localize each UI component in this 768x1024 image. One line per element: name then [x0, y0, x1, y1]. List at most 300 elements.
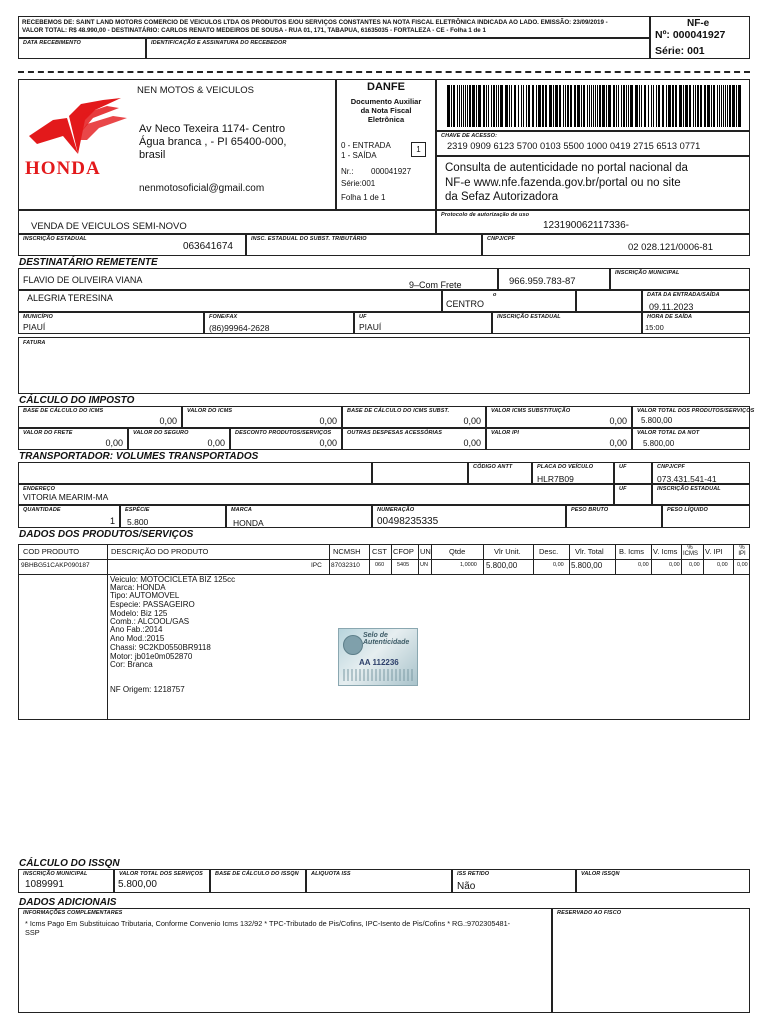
barcode-bar — [672, 85, 674, 127]
outras-value: 0,00 — [463, 438, 481, 448]
barcode-bar — [518, 85, 519, 127]
barcode-bar — [683, 85, 684, 127]
info-line-1: * Icms Pago Em Substituicao Tributaria, Conforme Convenio Icms 132/92 * TPC-Tributado de Pis/Cofins, IPC-Isento de Pis/Cofins * RG.:9702305481- — [25, 919, 511, 928]
col-vipi: V. IPI — [705, 547, 723, 556]
issqn-im-box — [18, 869, 114, 893]
barcode-bar — [532, 85, 534, 127]
dest-ie-box — [492, 312, 642, 334]
barcode-bar — [653, 85, 654, 127]
issqn-bc-label: BASE DE CÁLCULO DO ISSQN — [215, 871, 299, 877]
detail-line: Ano Mod.:2015 — [110, 634, 165, 643]
danfe-subtitle-1: Documento Auxiliar — [350, 97, 422, 106]
dest-fone-box — [204, 312, 354, 334]
barcode-bar — [451, 85, 452, 127]
detail-line: Marca: HONDA — [110, 583, 166, 592]
dest-data-label: DATA DA ENTRADA/SAÍDA — [647, 292, 720, 298]
barcode-bar — [623, 85, 625, 127]
ie-box — [18, 234, 246, 256]
detail-line: Ano Fab.:2014 — [110, 625, 163, 634]
ie-label: INSCRIÇÃO ESTADUAL — [23, 236, 87, 242]
barcode-bar — [469, 85, 471, 127]
detail-line: Cor: Branca — [110, 660, 153, 669]
barcode-bar — [595, 85, 596, 127]
dest-im-box — [610, 268, 750, 290]
valor-st-box — [486, 406, 632, 428]
danfe-nr: 000041927 — [371, 167, 412, 176]
col-aliq-icms: % ICMS — [683, 545, 698, 557]
barcode-bar — [461, 85, 462, 127]
cut-line — [18, 71, 750, 73]
bc-icms-label: BASE DE CÁLCULO DO ICMS — [23, 408, 104, 414]
barcode-bar — [453, 85, 455, 127]
valor-st-value: 0,00 — [609, 416, 627, 426]
assinatura-field[interactable] — [146, 38, 650, 59]
bc-icms-value: 0,00 — [159, 416, 177, 426]
imposto-section-title: CÁLCULO DO IMPOSTO — [19, 395, 135, 406]
transp-marca-label: MARCA — [231, 507, 252, 513]
stamp-code: AA 112236 — [359, 658, 399, 667]
transp-numeracao: 00498235335 — [377, 516, 439, 527]
barcode-bar — [447, 85, 450, 127]
bc-st-box — [342, 406, 486, 428]
barcode-bar — [621, 85, 622, 127]
dest-cep-box — [576, 290, 642, 312]
canhoto-text-1: RECEBEMOS DE: SAINT LAND MOTORS COMERCIO DE VEICULOS LTDA OS PRODUTOS E/OU SERVIÇOS CONSTANTES NA NOTA FISCAL ELETRÔNICA INDICADA AO LADO. EMISSÃO: 23/09/2019 - — [22, 19, 608, 26]
barcode-bar — [626, 85, 627, 127]
chave-label: CHAVE DE ACESSO: — [441, 133, 497, 139]
detail-line: NF Origem: 1218757 — [110, 685, 185, 694]
barcode-bar — [483, 85, 485, 127]
barcode-bar — [695, 85, 696, 127]
transp-qtd: 1 — [109, 516, 115, 526]
issqn-valor-box — [576, 869, 750, 893]
bc-st-value: 0,00 — [463, 416, 481, 426]
dest-frete: 9–Com Frete — [409, 280, 462, 290]
consulta-line-3: da Sefaz Autorizadora — [445, 191, 559, 203]
barcode-bar — [723, 85, 724, 127]
chave-box — [436, 131, 750, 156]
barcode-bar — [563, 85, 564, 127]
barcode-bar — [700, 85, 702, 127]
issqn-servicos: 5.800,00 — [118, 879, 157, 890]
transp-endereco: VITORIA MEARIM-MA — [23, 492, 109, 502]
protocolo-box — [436, 210, 750, 234]
cnpj-label: CNPJ/CPF — [487, 236, 515, 242]
barcode-bar — [736, 85, 737, 127]
data-recebimento-field[interactable] — [18, 38, 146, 59]
emitente-address-1: Av Neco Texeira 1174- Centro — [139, 123, 286, 135]
row-un: UN — [420, 562, 428, 568]
row-aliq-icms: 0,00 — [689, 562, 700, 568]
transp-uf2-label: UF — [619, 486, 627, 492]
table-row — [19, 559, 749, 575]
barcode-bar — [545, 85, 547, 127]
danfe-saida: 1 - SAÍDA — [341, 151, 377, 160]
consulta-line-2: NF-e www.nfe.fazenda.gov.br/portal ou no site — [445, 177, 681, 189]
barcode-bar — [553, 85, 554, 127]
barcode-bar — [538, 85, 541, 127]
ipi-value: 0,00 — [609, 438, 627, 448]
row-aliq-ipi: 0,00 — [737, 562, 748, 568]
emitente-email: nenmotosoficial@gmail.com — [139, 183, 265, 194]
valor-st-label: VALOR ICMS SUBSTITUIÇÃO — [491, 408, 571, 414]
cnpj-box — [482, 234, 750, 256]
barcode-bar — [514, 85, 516, 127]
barcode-bar — [542, 85, 544, 127]
transp-frete-box — [372, 462, 468, 484]
honda-logo-text: HONDA — [25, 158, 101, 178]
barcode-bar — [472, 85, 475, 127]
barcode-bar — [721, 85, 722, 127]
barcode-bar — [511, 85, 512, 127]
barcode-bar — [606, 85, 607, 127]
transp-cnpj-box — [652, 462, 750, 484]
protocolo-label: Protocolo de autorização de uso — [441, 212, 530, 218]
bc-st-label: BASE DE CÁLCULO DO ICMS SUBST. — [347, 408, 450, 414]
emitente-address-3: brasil — [139, 149, 166, 161]
col-desc: DESCRIÇÃO DO PRODUTO — [111, 547, 209, 556]
transp-especie-box — [120, 505, 226, 528]
barcode-bar — [463, 85, 464, 127]
barcode-bar — [509, 85, 510, 127]
barcode-bar — [658, 85, 660, 127]
ipi-label: VALOR IPI — [491, 430, 519, 436]
transp-endereco-box — [18, 484, 614, 505]
dest-uf-box — [354, 312, 492, 334]
transp-placa: HLR7B09 — [537, 474, 574, 484]
nfe-numero: Nº: 000041927 — [655, 29, 726, 41]
col-aliq-ipi: % IPI — [738, 545, 746, 557]
valor-icms-label: VALOR DO ICMS — [187, 408, 233, 414]
natureza-box — [18, 210, 436, 234]
dest-municipio: PIAUÍ — [23, 322, 46, 332]
col-cfop: CFOP — [393, 547, 414, 556]
consulta-box — [436, 156, 750, 210]
danfe-subtitle-3: Eletrônica — [367, 115, 405, 124]
seguro-label: VALOR DO SEGURO — [133, 430, 189, 436]
dest-hora-label: HORA DE SAÍDA — [647, 314, 693, 320]
barcode-bar — [467, 85, 468, 127]
barcode-bar — [719, 85, 720, 127]
transp-numeracao-label: NUMERAÇÃO — [377, 507, 415, 513]
issqn-servicos-box — [114, 869, 210, 893]
transp-uf-label: UF — [619, 464, 627, 470]
barcode-bar — [528, 85, 530, 127]
assinatura-label: IDENTIFICAÇÃO E ASSINATURA DO RECEBEDOR — [151, 40, 287, 46]
col-divider — [107, 574, 108, 720]
col-vtotal: Vlr. Total — [575, 547, 604, 556]
barcode-bar — [599, 85, 601, 127]
danfe-subtitle-2: da Nota Fiscal — [360, 106, 412, 115]
row-cod: 9BHBG51CAKP090187 — [21, 562, 90, 569]
dest-im-label: INSCRIÇÃO MUNICIPAL — [615, 270, 680, 276]
fisco-box — [552, 908, 750, 1013]
row-bicms: 0,00 — [638, 562, 649, 568]
canhoto-text-2: VALOR TOTAL: R$ 48.990,00 - DESTINATÁRIO: CARLOS RENATO MEDEIROS DE SOUSA - RUA 01, 171, TABAPUA, 61635035 - FORTALEZA - CE - Folha 1 de 1 — [22, 27, 486, 34]
barcode-bar — [570, 85, 572, 127]
issqn-bc-box — [210, 869, 306, 893]
valor-nota-box — [632, 428, 750, 450]
transp-endereco-label: ENDEREÇO — [23, 486, 55, 492]
row-ncm: 87032310 — [331, 562, 360, 569]
stamp-emblem-icon — [343, 635, 363, 655]
row-ipc: IPC — [311, 562, 322, 569]
detail-line: Veiculo: MOTOCICLETA BIZ 125cc — [110, 575, 236, 584]
issqn-aliquota-box — [306, 869, 452, 893]
dest-uf: PIAUÍ — [359, 322, 382, 332]
emitente-box — [18, 79, 336, 210]
dest-data: 09.11.2023 — [649, 302, 694, 312]
fatura-box — [18, 337, 750, 394]
transp-ie-label: INSCRIÇÃO ESTADUAL — [657, 486, 721, 492]
barcode-bar — [498, 85, 499, 127]
barcode-bar — [666, 85, 667, 127]
col-bicms: B. Icms — [619, 547, 645, 556]
barcode-bar — [486, 85, 487, 127]
barcode-bar — [635, 85, 638, 127]
seguro-box — [128, 428, 230, 450]
transp-antt-box — [468, 462, 532, 484]
frete-box — [18, 428, 128, 450]
barcode-bar — [488, 85, 489, 127]
desconto-label: DESCONTO PRODUTOS/SERVIÇOS — [235, 430, 332, 436]
issqn-im-label: INSCRIÇÃO MUNICIPAL — [23, 871, 88, 877]
barcode-bar — [613, 85, 615, 127]
barcode-bar — [707, 85, 710, 127]
barcode-bar — [581, 85, 582, 127]
issqn-retido-label: ISS RETIDO — [457, 871, 490, 877]
emitente-address-2: Água branca , - PI 65400-000, — [139, 136, 287, 148]
barcode-bar — [526, 85, 527, 127]
valor-icms-box — [182, 406, 342, 428]
danfe-folha: Folha 1 de 1 — [341, 193, 386, 202]
transp-ie-box — [652, 484, 750, 505]
detail-line: Especie: PASSAGEIRO — [110, 600, 195, 609]
fatura-label: FATURA — [23, 340, 46, 346]
data-recebimento-label: DATA RECEBIMENTO — [23, 40, 81, 46]
nfe-serie: Série: 001 — [655, 45, 705, 57]
dest-municipio-box — [18, 312, 204, 334]
fisco-label: RESERVADO AO FISCO — [557, 910, 622, 916]
barcode-bar — [555, 85, 558, 127]
adicionais-section-title: DADOS ADICIONAIS — [19, 897, 117, 908]
barcode-bar — [644, 85, 646, 127]
nfe-label: NF-e — [687, 18, 710, 29]
row-qtde: 1,0000 — [460, 562, 477, 568]
detail-line: Tipo: AUTOMOVEL — [110, 591, 180, 600]
issqn-valor-label: VALOR ISSQN — [581, 871, 620, 877]
barcode-bar — [574, 85, 576, 127]
detail-line: Comb.: ALCOOL/GAS — [110, 617, 190, 626]
barcode-image — [447, 85, 741, 127]
outras-box — [342, 428, 486, 450]
dest-ie-label: INSCRIÇÃO ESTADUAL — [497, 314, 561, 320]
danfe-title: DANFE — [367, 81, 405, 93]
dest-hora: 15:00 — [645, 323, 664, 332]
barcode-bar — [457, 85, 458, 127]
valor-nota-label: VALOR TOTAL DA NOT — [637, 430, 700, 436]
barcode-bar — [725, 85, 726, 127]
desconto-value: 0,00 — [319, 438, 337, 448]
barcode-bar — [565, 85, 566, 127]
valor-produtos-label: VALOR TOTAL DOS PRODUTOS/SERVIÇOS — [637, 408, 755, 414]
canhoto-box — [18, 16, 650, 38]
issqn-retido-box — [452, 869, 576, 893]
row-desc: 0,00 — [553, 562, 564, 568]
issqn-im: 1089991 — [25, 879, 64, 890]
barcode-bar — [567, 85, 569, 127]
transp-especie: 5.800 — [127, 517, 149, 527]
row-cfop: 5405 — [397, 562, 410, 568]
barcode-bar — [577, 85, 580, 127]
barcode-bar — [593, 85, 594, 127]
issqn-section-title: CÁLCULO DO ISSQN — [19, 858, 120, 869]
produtos-section-title: DADOS DOS PRODUTOS/SERVIÇOS — [19, 529, 194, 540]
barcode-bar — [608, 85, 611, 127]
ie-st-box — [246, 234, 482, 256]
row-vicms: 0,00 — [669, 562, 680, 568]
barcode-bar — [523, 85, 524, 127]
barcode-bar — [465, 85, 466, 127]
col-ncm: NCMSH — [333, 547, 361, 556]
row-vunit: 5.800,00 — [486, 561, 518, 570]
outras-label: OUTRAS DESPESAS ACESSÓRIAS — [347, 430, 442, 436]
frete-value: 0,00 — [105, 438, 123, 448]
chave-value: 2319 0909 6123 5700 0103 5500 1000 0419 2715 6513 0771 — [447, 141, 701, 151]
barcode-bar — [536, 85, 537, 127]
danfe-entrada: 0 - ENTRADA — [341, 141, 391, 150]
detail-line: Chassi: 9C2KD0550BR9118 — [110, 643, 211, 652]
barcode-bar — [500, 85, 503, 127]
issqn-aliquota-label: ALIQUOTA ISS — [311, 871, 351, 877]
col-qtde: Qtde — [449, 547, 466, 556]
barcode-bar — [641, 85, 642, 127]
produtos-header-row — [19, 545, 749, 560]
cnpj-value: 02 028.121/0006-81 — [627, 242, 713, 253]
barcode-bar — [587, 85, 588, 127]
row-cst: 060 — [375, 562, 385, 568]
detail-line: Motor: jb01e0m052870 — [110, 652, 193, 661]
info-line-2: SSP — [25, 928, 40, 937]
transp-uf-box — [614, 462, 652, 484]
barcode-bar — [711, 85, 712, 127]
danfe-nr-label: Nr.: — [341, 167, 354, 176]
barcode-bar — [583, 85, 585, 127]
protocolo-value: 123190062117336- — [543, 220, 630, 231]
ipi-box — [486, 428, 632, 450]
bc-icms-box — [18, 406, 182, 428]
dest-name-box — [18, 268, 498, 290]
ie-value: 063641674 — [182, 241, 233, 252]
col-un: UN — [420, 547, 431, 556]
col-cst: CST — [372, 547, 387, 556]
barcode-bar — [656, 85, 657, 127]
frete-label: VALOR DO FRETE — [23, 430, 73, 436]
transp-placa-box — [532, 462, 614, 484]
stamp-title: Selo de Autenticidade — [363, 632, 410, 646]
barcode-bar — [679, 85, 682, 127]
valor-nota-value: 5.800,00 — [643, 439, 675, 448]
col-cod: COD PRODUTO — [23, 547, 80, 556]
transp-name-box — [18, 462, 372, 484]
barcode-bar — [597, 85, 598, 127]
barcode-bar — [478, 85, 481, 127]
dest-data-box — [642, 290, 750, 312]
consulta-line-1: Consulta de autenticidade no portal nacional da — [445, 162, 688, 174]
barcode-bar — [459, 85, 460, 127]
barcode-box — [436, 79, 750, 131]
valor-icms-value: 0,00 — [319, 416, 337, 426]
col-vicms: V. Icms — [653, 547, 678, 556]
barcode-bar — [693, 85, 694, 127]
barcode-bar — [559, 85, 561, 127]
stamp-pattern — [343, 669, 413, 681]
transp-uf2-box — [614, 484, 652, 505]
natureza-value: VENDA DE VEICULOS SEMI-NOVO — [31, 221, 187, 232]
barcode-bar — [689, 85, 691, 127]
barcode-bar — [713, 85, 715, 127]
transp-marca-box — [226, 505, 372, 528]
barcode-bar — [651, 85, 652, 127]
destinatario-section-title: DESTINATÁRIO REMETENTE — [19, 257, 158, 268]
barcode-bar — [662, 85, 664, 127]
barcode-bar — [476, 85, 477, 127]
barcode-bar — [628, 85, 629, 127]
dest-uf-label: UF — [359, 314, 367, 320]
dest-municipio-label: MUNICÍPIO — [23, 314, 53, 320]
dest-cnpj-box — [498, 268, 610, 290]
dest-bairro-label: o — [493, 292, 497, 298]
transp-peso-bruto-label: PESO BRUTO — [571, 507, 609, 513]
transp-cnpj-label: CNPJ/CPF — [657, 464, 685, 470]
barcode-bar — [704, 85, 706, 127]
dest-cnpj: 966.959.783-87 — [509, 276, 576, 287]
row-vipi: 0,00 — [717, 562, 728, 568]
transp-qtd-label: QUANTIDADE — [23, 507, 61, 513]
barcode-bar — [727, 85, 728, 127]
info-complementar-box — [18, 908, 552, 1013]
barcode-bar — [732, 85, 735, 127]
row-vtotal: 5.800,00 — [571, 561, 603, 570]
dest-fone-label: FONE/FAX — [209, 314, 238, 320]
desconto-box — [230, 428, 342, 450]
detail-line: Modelo: Biz 125 — [110, 609, 168, 618]
transp-placa-label: PLACA DO VEÍCULO — [537, 464, 594, 470]
col-desc-val: Desc. — [539, 547, 559, 556]
valor-produtos-box — [632, 406, 755, 428]
ie-st-label: INSC. ESTADUAL DO SUBST. TRIBUTÁRIO — [251, 236, 367, 242]
danfe-serie: Série:001 — [341, 179, 376, 188]
dest-address-box — [18, 290, 442, 312]
barcode-bar — [618, 85, 619, 127]
barcode-bar — [630, 85, 633, 127]
danfe-box — [336, 79, 436, 210]
authenticity-stamp — [338, 628, 418, 686]
info-complementar-label: INFORMAÇÕES COMPLEMENTARES — [23, 910, 123, 916]
transp-antt-label: CÓDIGO ANTT — [473, 464, 513, 470]
seguro-value: 0,00 — [207, 438, 225, 448]
barcode-bar — [591, 85, 592, 127]
barcode-bar — [668, 85, 671, 127]
emitente-name: NEN MOTOS & VEICULOS — [137, 85, 255, 96]
transp-peso-bruto-box — [566, 505, 662, 528]
barcode-bar — [505, 85, 508, 127]
barcode-bar — [717, 85, 718, 127]
transp-peso-liquido-label: PESO LÍQUIDO — [667, 507, 708, 513]
transp-numeracao-box — [372, 505, 566, 528]
dest-fone: (86)99964-2628 — [209, 323, 270, 333]
dest-hora-box — [642, 312, 750, 334]
